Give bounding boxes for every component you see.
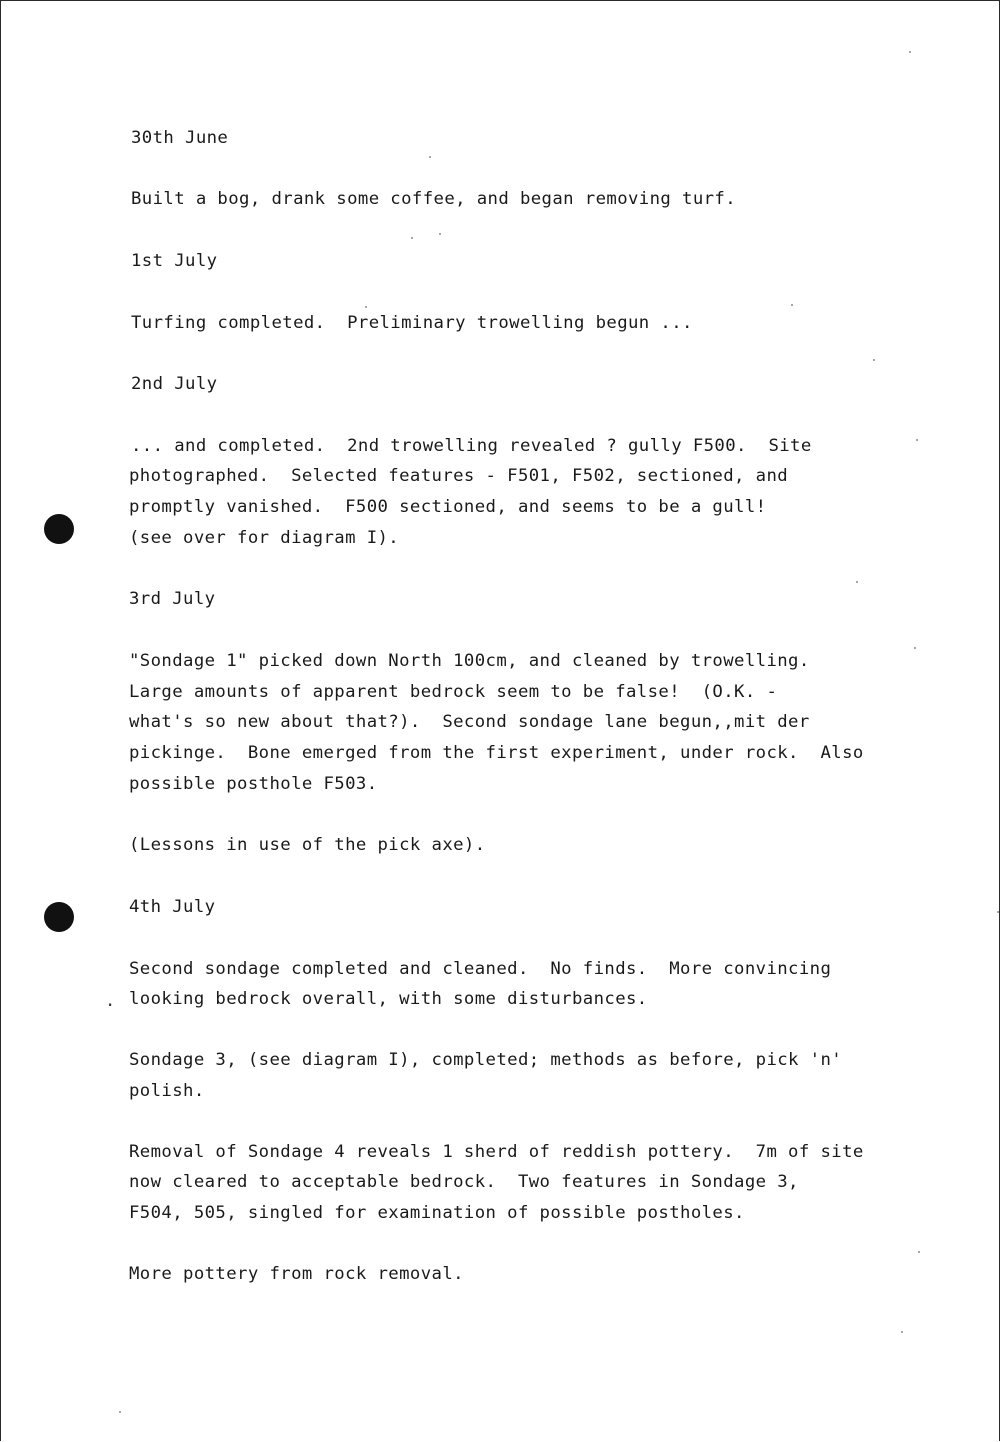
entry-line: now cleared to acceptable bedrock. Two features in Sondage 3,	[129, 1172, 799, 1192]
entry-date: 2nd July	[131, 374, 218, 394]
entry-line: Removal of Sondage 4 reveals 1 sherd of reddish pottery. 7m of site	[129, 1142, 864, 1162]
scan-speck	[901, 1331, 903, 1333]
entry-line: photographed. Selected features - F501, F502, sectioned, and	[129, 466, 789, 486]
scan-speck	[439, 233, 441, 235]
entry-line: pickinge. Bone emerged from the first experiment, under rock. Also	[129, 743, 864, 763]
entry-line: More pottery from rock removal.	[129, 1264, 464, 1284]
scan-speck	[914, 647, 916, 649]
scan-speck	[119, 1411, 121, 1413]
entry-line: promptly vanished. F500 sectioned, and seems to be a gull!	[129, 497, 767, 517]
entry-line: possible posthole F503.	[129, 774, 378, 794]
scan-speck	[429, 156, 431, 158]
punch-hole	[44, 514, 74, 544]
entry-date: 1st July	[131, 251, 218, 271]
scan-speck	[873, 359, 875, 361]
entry-line: Sondage 3, (see diagram I), completed; methods as before, pick 'n'	[129, 1050, 843, 1070]
punch-hole	[44, 902, 74, 932]
scan-speck	[411, 237, 413, 239]
entry-date: 30th June	[131, 128, 229, 148]
entry-line: what's so new about that?). Second sondage lane begun,,mit der	[129, 712, 810, 732]
scan-speck	[916, 439, 918, 441]
entry-line: Second sondage completed and cleaned. No finds. More convincing	[129, 959, 832, 979]
entry-date: 4th July	[129, 897, 216, 917]
entry-date: 3rd July	[129, 589, 216, 609]
entry-line: polish.	[129, 1081, 205, 1101]
entry-line: "Sondage 1" picked down North 100cm, and cleaned by trowelling.	[129, 651, 810, 671]
entry-line: Turfing completed. Preliminary trowelling begun ...	[131, 313, 693, 333]
entry-line: (see over for diagram I).	[129, 528, 400, 548]
scan-speck	[909, 51, 911, 53]
scan-speck	[997, 911, 999, 913]
entry-line: ... and completed. 2nd trowelling revealed ? gully F500. Site	[131, 436, 812, 456]
entry-line: F504, 505, singled for examination of possible postholes.	[129, 1203, 745, 1223]
scan-speck	[791, 304, 793, 306]
scan-speck	[856, 581, 858, 583]
entry-line: (Lessons in use of the pick axe).	[129, 835, 486, 855]
entry-line: looking bedrock overall, with some disturbances.	[129, 989, 648, 1009]
scan-speck: .	[105, 991, 116, 1011]
entry-line: Large amounts of apparent bedrock seem to be false! (O.K. -	[129, 682, 778, 702]
scan-speck	[918, 1251, 920, 1253]
entry-line: Built a bog, drank some coffee, and began removing turf.	[131, 189, 737, 209]
